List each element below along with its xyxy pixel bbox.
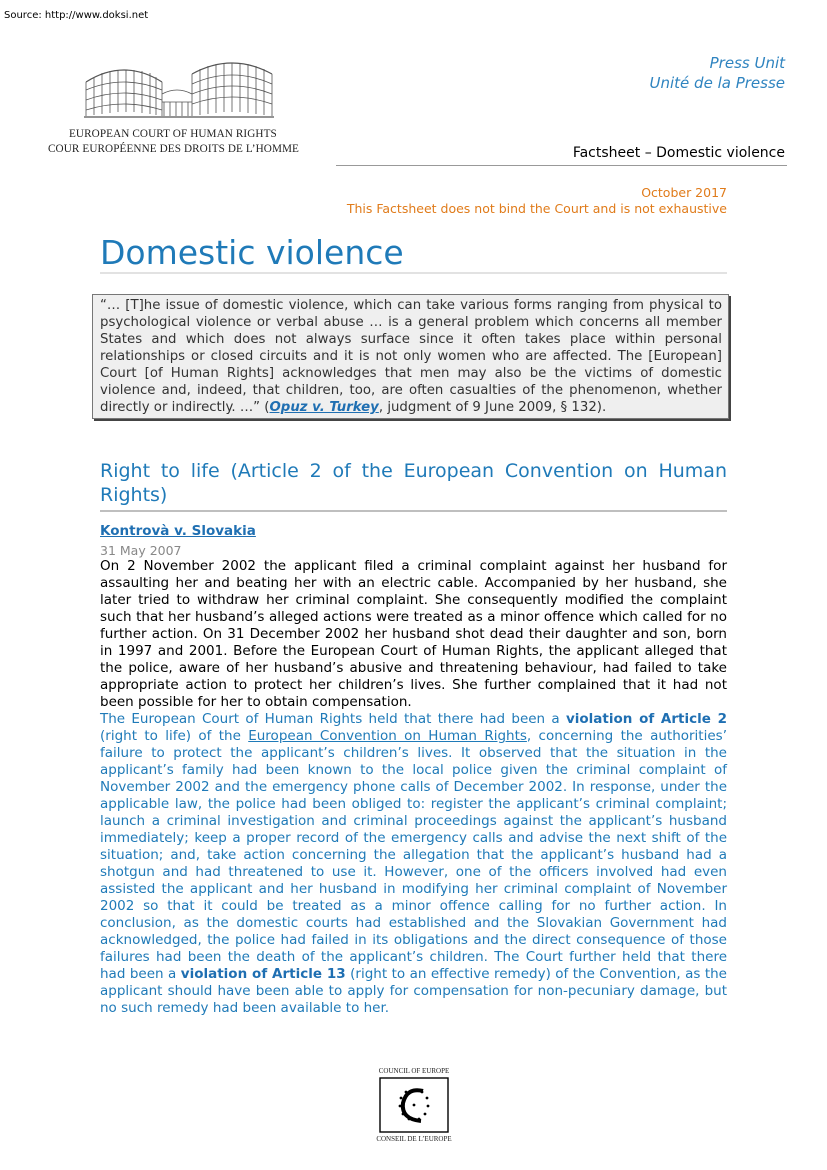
case-summary bbox=[100, 558, 727, 1017]
court-name-fr: COUR EUROPÉENNE DES DROITS DE L’HOMME bbox=[48, 143, 299, 155]
intro-quote bbox=[93, 297, 728, 416]
holding-part-3: , concerning the authorities’ failure to protect the applicant’s children’s lives. It observed that the situation in the applicant’s family had been known to the local police given the criminal complaint of November 2002 and the emergency phone calls of December 2002. In response, under the applicable law, the police had been obliged to: register the applicant’s criminal complaint; launch a criminal investigation and criminal proceedings against the applicant’s husband immediately; keep a proper record of the emergency calls and advise the next shift of the situation; and, take action concerning the allegation that the applicant’s husband had a shotgun and had threatened to use it. However, one of the officers involved had even assisted the applicant and her husband in modifying her criminal complaint of November 2002 so that it could be treated as a minor offence calling for no further action. In conclusion, as the domestic courts had established and the Slovakian Government had acknowledged, the police had failed in its obligations and the direct consequence of those failures had been the death of the applicant’s children. The Court further held that there had been a bbox=[100, 728, 727, 982]
coe-name-fr: CONSEIL DE L’EUROPE bbox=[376, 1135, 452, 1143]
factsheet-disclaimer: This Factsheet does not bind the Court and is not exhaustive bbox=[346, 201, 727, 216]
holding-part-2: (right to life) of the bbox=[100, 728, 249, 744]
case-date: 31 May 2007 bbox=[100, 543, 182, 558]
court-building-icon bbox=[84, 60, 274, 122]
factsheet-date: October 2017 bbox=[641, 185, 727, 200]
case-title-link[interactable]: Kontrovà v. Slovakia bbox=[100, 523, 256, 539]
source-url: Source: http://www.doksi.net bbox=[4, 10, 149, 21]
header-divider bbox=[336, 165, 787, 166]
opuz-v-turkey-link[interactable]: Opuz v. Turkey bbox=[269, 400, 379, 415]
section-heading: Right to life (Article 2 of the European Convention on Human Rights) bbox=[100, 460, 727, 506]
title-divider bbox=[100, 272, 727, 274]
holding-part-4: (right to an effective remedy) of the Convention, as the applicant should have been able to apply for compensation for non-pecuniary damage, but no such remedy had been available to her. bbox=[100, 966, 727, 1016]
press-unit-en: Press Unit bbox=[709, 54, 785, 72]
coe-name-en: COUNCIL OF EUROPE bbox=[378, 1067, 450, 1075]
court-logo bbox=[48, 60, 310, 155]
violation-article-2: violation of Article 2 bbox=[565, 711, 727, 727]
quote-text-after: , judgment of 9 June 2009, § 132). bbox=[378, 400, 607, 415]
convention-link[interactable]: European Convention on Human Rights bbox=[248, 728, 527, 744]
press-unit bbox=[650, 53, 785, 93]
case-holding bbox=[100, 711, 727, 1017]
page-title: Domestic violence bbox=[100, 233, 404, 272]
factsheet-label: Factsheet – Domestic violence bbox=[572, 145, 785, 161]
violation-article-13: violation of Article 13 bbox=[180, 966, 346, 982]
council-of-europe-logo bbox=[370, 1067, 458, 1143]
section-divider bbox=[100, 510, 727, 512]
holding-part-1: The European Court of Human Rights held that there had been a bbox=[100, 711, 566, 727]
quote-text-before: “… [T]he issue of domestic violence, which can take various forms ranging from physical to psychological violence or verbal abuse … is a general problem which concerns all member States and which does not always surface since it often takes place within personal relationships or closed circuits and it is not only women who are affected. The [European] Court [of Human Rights] acknowledges that men may also be the victims of domestic violence and, indeed, that children, too, are often casualties of the phenomenon, whether directly or indirectly. …” ( bbox=[100, 298, 722, 415]
factsheet-meta bbox=[347, 185, 727, 217]
case-facts: On 2 November 2002 the applicant filed a criminal complaint against her husband for assaulting her and beating her with an electric cable. Accompanied by her husband, she later tried to withdraw her criminal complaint. She consequently modified the complaint such that her husband’s alleged actions were treated as a minor offence which called for no further action. On 31 December 2002 her husband shot dead their daughter and son, born in 1997 and 2001. Before the European Court of Human Rights, the applicant alleged that the police, aware of her husband’s abusive and threatening behaviour, had failed to take appropriate action to protect her children’s lives. She further complained that it had not been possible for her to obtain compensation. bbox=[100, 558, 727, 710]
intro-quote-box bbox=[92, 294, 729, 419]
coe-emblem-icon bbox=[379, 1077, 449, 1133]
court-name-en: EUROPEAN COURT OF HUMAN RIGHTS bbox=[69, 128, 277, 140]
press-unit-fr: Unité de la Presse bbox=[649, 74, 785, 92]
